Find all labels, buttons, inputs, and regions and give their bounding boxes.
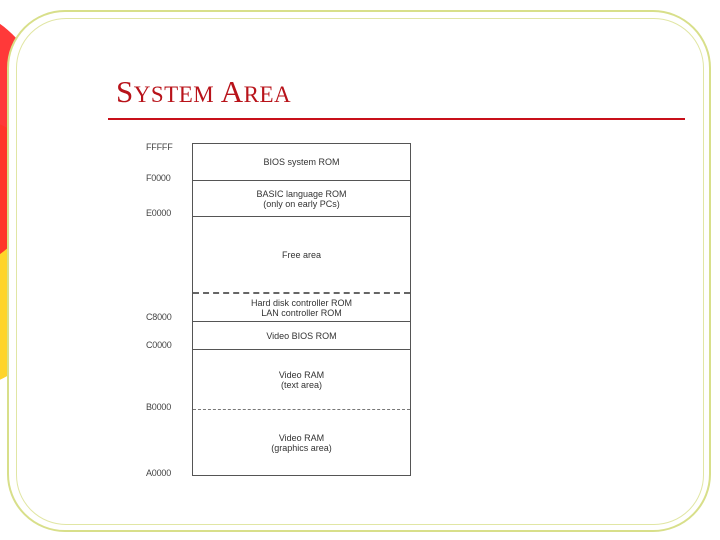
region-video-bios-rom <box>193 322 410 349</box>
region-sublabel: (text area) <box>280 379 322 390</box>
region-label: Video BIOS ROM <box>266 330 337 341</box>
region-video-ram-graphics <box>193 410 410 476</box>
region-label: Video RAM <box>278 369 325 380</box>
title-initial-s: S <box>116 74 134 109</box>
region-label: Free area <box>281 249 322 260</box>
title-rest-ystem: YSTEM <box>133 82 215 107</box>
address-label-fffff: FFFFF <box>146 142 173 152</box>
region-sublabel: LAN controller ROM <box>261 307 342 318</box>
region-bios-system-rom <box>193 144 410 180</box>
address-label-c8000: C8000 <box>146 312 172 322</box>
title-rest-rea: REA <box>243 82 292 107</box>
slide-title <box>116 74 291 110</box>
address-label-f0000: F0000 <box>146 173 171 183</box>
region-free-area <box>193 217 410 292</box>
address-label-c0000: C0000 <box>146 340 172 350</box>
address-label-e0000: E0000 <box>146 208 172 218</box>
region-label: Video RAM <box>278 433 325 443</box>
title-underline <box>108 118 685 120</box>
region-hard-disk-lan-rom <box>193 294 410 321</box>
region-basic-language-rom <box>193 181 410 216</box>
region-video-ram-text <box>193 350 410 409</box>
region-sublabel: (graphics area) <box>271 443 332 453</box>
address-label-b0000: B0000 <box>146 402 172 412</box>
memory-map <box>192 143 411 476</box>
region-label: BIOS system ROM <box>263 157 340 167</box>
region-sublabel: (only on early PCs) <box>263 198 340 209</box>
address-label-a0000: A0000 <box>146 468 172 478</box>
region-label: BASIC language ROM <box>256 188 347 199</box>
region-label: Hard disk controller ROM <box>250 297 353 308</box>
title-initial-a: A <box>220 74 244 109</box>
